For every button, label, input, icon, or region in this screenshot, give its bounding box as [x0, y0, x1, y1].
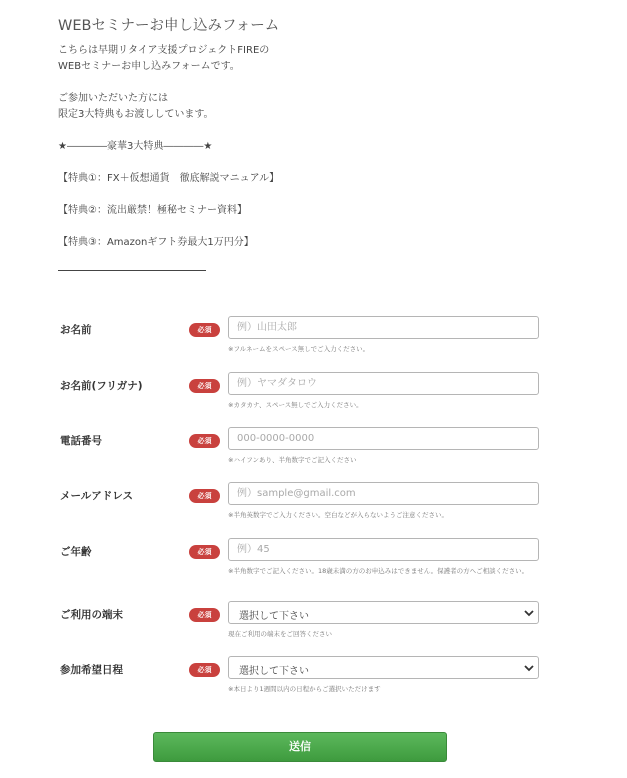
field-label-email: メールアドレス [60, 490, 133, 502]
schedule-select[interactable] [228, 656, 539, 679]
field-note-furigana: ※カタカナ、スペース無しでご入力ください。 [228, 401, 363, 409]
intro-line: ご参加いただいた方には [58, 93, 168, 104]
name-input[interactable] [228, 316, 539, 339]
intro-line: 限定3大特典もお渡ししています。 [58, 109, 214, 120]
bonus-item-1: 【特典①：FX＋仮想通貨 徹底解説マニュアル】 [58, 173, 280, 184]
age-input[interactable] [228, 538, 539, 561]
required-badge: 必須 [189, 663, 220, 677]
submit-button[interactable]: 送信 [153, 732, 447, 762]
field-note-age: ※半角数字でご記入ください。18歳未満の方のお申込みはできません。保護者の方へご相談ください。 [228, 567, 529, 575]
field-label-age: ご年齢 [60, 546, 92, 558]
field-note-schedule: ※本日より1週間以内の日程からご選択いただけます [228, 685, 381, 693]
chevron-down-icon [522, 662, 536, 674]
field-label-schedule: 参加希望日程 [60, 664, 123, 676]
intro-line: こちらは早期リタイア支援プロジェクトFIREの [58, 45, 270, 56]
field-label-device: ご利用の端末 [60, 609, 123, 621]
form-title: WEBセミナーお申し込みフォーム [58, 18, 280, 34]
field-note-email: ※半角英数字でご入力ください。空白などが入らないようご注意ください。 [228, 511, 448, 519]
furigana-input[interactable] [228, 372, 539, 395]
field-note-name: ※フルネームをスペース無しでご入力ください。 [228, 345, 370, 353]
field-label-phone: 電話番号 [60, 435, 102, 447]
email-input[interactable] [228, 482, 539, 505]
field-label-name: お名前 [60, 324, 92, 336]
chevron-down-icon [522, 607, 536, 619]
device-select-value: 選択して下さい [239, 611, 309, 622]
bonus-heading: ★――――豪華3大特典――――★ [58, 141, 213, 152]
intro-text [58, 43, 279, 251]
bonus-item-2: 【特典②：流出厳禁！極秘セミナー資料】 [58, 205, 247, 216]
required-badge: 必須 [189, 608, 220, 622]
field-label-furigana: お名前(フリガナ) [60, 380, 143, 392]
field-note-phone: ※ハイフンあり、半角数字でご記入ください [228, 456, 357, 464]
required-badge: 必須 [189, 323, 220, 337]
phone-input[interactable] [228, 427, 539, 450]
required-badge: 必須 [189, 545, 220, 559]
bonus-item-3: 【特典③：Amazonギフト券最大1万円分】 [58, 237, 254, 248]
divider [58, 270, 206, 271]
device-select[interactable] [228, 601, 539, 624]
schedule-select-value: 選択して下さい [239, 666, 309, 677]
intro-line: WEBセミナーお申し込みフォームです。 [58, 61, 240, 72]
required-badge: 必須 [189, 379, 220, 393]
field-note-device: 現在ご利用の端末をご回答ください [228, 630, 332, 638]
required-badge: 必須 [189, 489, 220, 503]
required-badge: 必須 [189, 434, 220, 448]
